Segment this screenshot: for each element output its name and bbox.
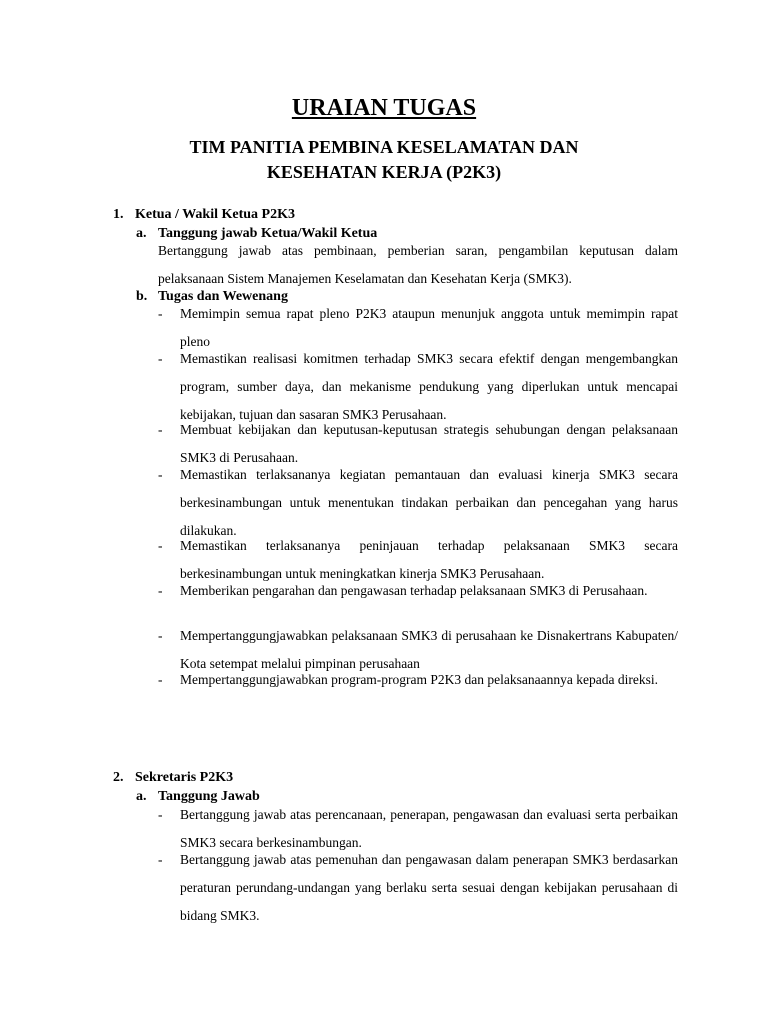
bullet-dash: - xyxy=(158,583,163,598)
subtitle-line-2: KESEHATAN KERJA (P2K3) xyxy=(266,162,502,182)
bullet-dash: - xyxy=(158,852,163,867)
section-2-heading xyxy=(113,769,233,787)
bullet-dash: - xyxy=(158,807,163,822)
subsection-letter: a. xyxy=(136,226,147,241)
subsection-title: Tugas dan Wewenang xyxy=(158,289,288,304)
bullet-dash: - xyxy=(158,422,163,437)
bullet-dash: - xyxy=(158,306,163,321)
list-item-text: Mempertanggungjawabkan program-program P2K3 dan pelaksanaannya kepada direksi. xyxy=(180,672,658,687)
subsection-letter: a. xyxy=(136,789,147,804)
list-item xyxy=(158,577,678,605)
section-title: Ketua / Wakil Ketua P2K3 xyxy=(135,207,295,222)
list-item-text: Memastikan terlaksananya kegiatan pemantauan dan evaluasi kinerja SMK3 secara berkesinambungan untuk menentukan tindakan perbaikan dan pencegahan yang harus dilakukan. xyxy=(180,467,678,538)
list-item-text: Bertanggung jawab atas pemenuhan dan pengawasan dalam penerapan SMK3 berdasarkan peraturan perundang-undangan yang berlaku serta sesuai dengan kebijakan perusahaan di bidang SMK3. xyxy=(180,852,678,923)
subsection-1a-paragraph: Bertanggung jawab atas pembinaan, pemberian saran, pengambilan keputusan dalam pelaksanaan Sistem Manajemen Keselamatan dan Kesehatan Kerja (SMK3). xyxy=(158,243,678,286)
list-item-text: Memberikan pengarahan dan pengawasan terhadap pelaksanaan SMK3 di Perusahaan. xyxy=(180,583,648,598)
section-number: 2. xyxy=(113,770,124,785)
section-title: Sekretaris P2K3 xyxy=(135,770,234,785)
list-item-text: Membuat kebijakan dan keputusan-keputusan strategis sehubungan dengan pelaksanaan SMK3 di Perusahaan. xyxy=(180,422,678,465)
bullet-dash: - xyxy=(158,628,163,643)
subtitle-line-1: TIM PANITIA PEMBINA KESELAMATAN DAN xyxy=(189,137,579,157)
section-number: 1. xyxy=(113,207,124,222)
list-item-text: Memastikan realisasi komitmen terhadap SMK3 secara efektif dengan mengembangkan program, sumber daya, dan mekanisme pendukung yang diperlukan untuk mencapai kebijakan, tujuan dan sasaran SMK3 Perusahaan. xyxy=(180,351,678,422)
bullet-dash: - xyxy=(158,467,163,482)
list-item-text: Bertanggung jawab atas perencanaan, penerapan, pengawasan dan evaluasi serta perbaikan SMK3 secara berkesinambungan. xyxy=(180,807,678,850)
document-title: URAIAN TUGAS xyxy=(291,95,477,121)
subsection-title: Tanggung jawab Ketua/Wakil Ketua xyxy=(158,226,378,241)
list-item-text: Memastikan terlaksananya peninjauan terhadap pelaksanaan SMK3 secara berkesinambungan untuk meningkatkan kinerja SMK3 Perusahaan. xyxy=(180,538,678,581)
bullet-dash: - xyxy=(158,672,163,687)
bullet-dash: - xyxy=(158,351,163,366)
document-subtitle xyxy=(0,135,768,185)
list-item xyxy=(158,846,678,930)
list-item xyxy=(158,666,678,694)
bullet-dash: - xyxy=(158,538,163,553)
subsection-title: Tanggung Jawab xyxy=(158,789,260,804)
subsection-letter: b. xyxy=(136,289,148,304)
list-item-text: Memimpin semua rapat pleno P2K3 ataupun menunjuk anggota untuk memimpin rapat pleno xyxy=(180,306,678,349)
section-1-heading xyxy=(113,206,295,224)
list-item-text: Mempertanggungjawabkan pelaksanaan SMK3 di perusahaan ke Disnakertrans Kabupaten/ Kota setempat melalui pimpinan perusahaan xyxy=(180,628,678,671)
